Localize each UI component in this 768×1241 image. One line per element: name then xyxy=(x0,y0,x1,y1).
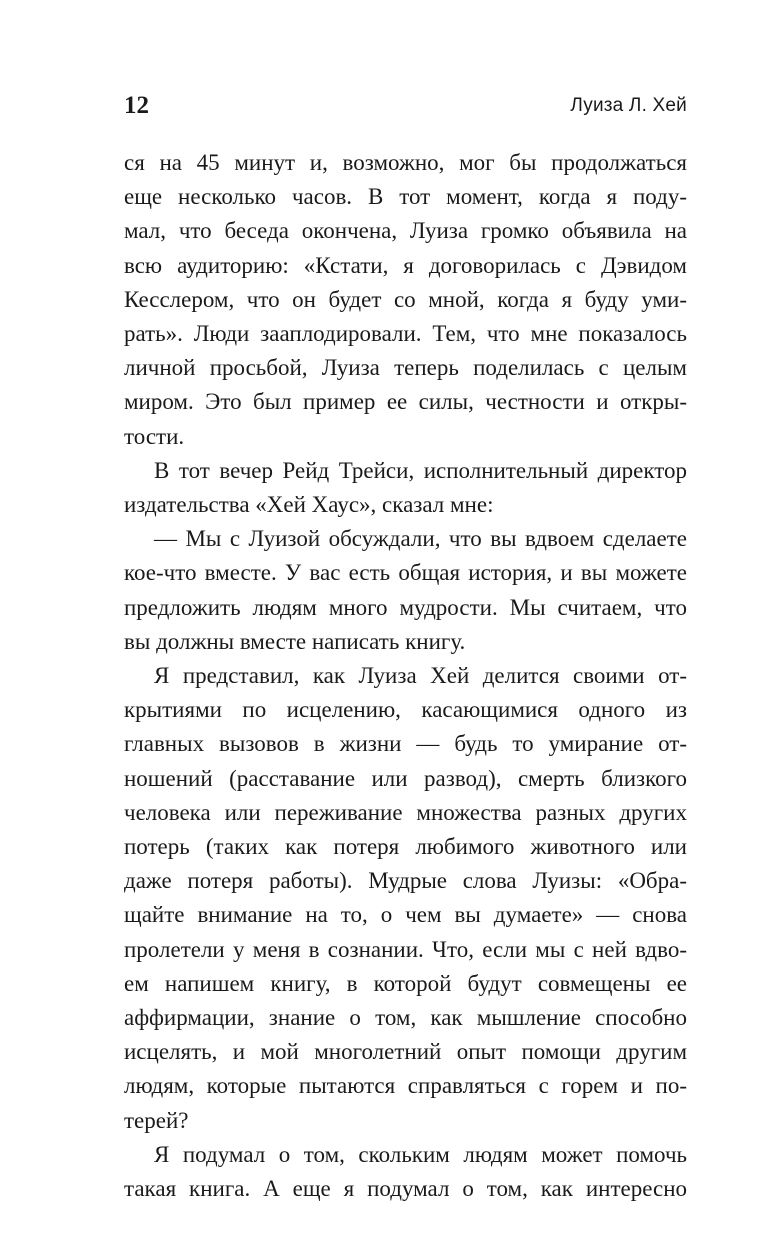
text-line: ся на 45 минут и, возможно, мог бы продолжаться xyxy=(124,150,687,175)
text-line: такая книга. А еще я подумал о том, как интересно xyxy=(124,1176,687,1202)
body-text xyxy=(124,146,687,1206)
text-line: всю аудиторию: «Кстати, я договорилась с Дэвидом xyxy=(124,252,687,278)
text-line: миром. Это был пример ее силы, честности и откры- xyxy=(124,389,687,415)
text-line: терей? xyxy=(124,1107,189,1133)
text-line: В тот вечер Рейд Трейси, исполнительный директор xyxy=(154,457,687,483)
text-line: даже потеря работы). Мудрые слова Луизы: «Обра- xyxy=(124,868,687,894)
text-line: вы должны вместе написать книгу. xyxy=(124,628,466,654)
text-line: мал, что беседа окончена, Луиза громко объявила на xyxy=(124,218,687,244)
text-line: еще несколько часов. В тот момент, когда я поду- xyxy=(124,184,687,210)
text-line: главных вызовов в жизни — будь то умирание от- xyxy=(124,731,687,757)
text-line: Я представил, как Луиза Хей делится своими от- xyxy=(154,663,687,689)
text-line: личной просьбой, Луиза теперь поделилась с целым xyxy=(124,355,687,381)
text-line: исцелять, и мой многолетний опыт помощи другим xyxy=(124,1039,687,1065)
text-line: рать». Люди зааплодировали. Тем, что мне показалось xyxy=(124,321,687,347)
text-line: предложить людям много мудрости. Мы считаем, что xyxy=(124,594,687,620)
text-line: ношений (расставание или развод), смерть близкого xyxy=(124,765,687,791)
text-line: щайте внимание на то, о чем вы думаете» — снова xyxy=(124,902,687,928)
page-header xyxy=(124,88,687,124)
text-line: кое-что вместе. У вас есть общая история, и вы можете xyxy=(124,560,687,586)
text-line: Я подумал о том, скольким людям может помочь xyxy=(154,1141,687,1167)
text-line: тости. xyxy=(124,423,185,449)
page-number: 12 xyxy=(124,92,149,119)
text-line: Кесслером, что он будет со мной, когда я буду уми- xyxy=(124,286,687,312)
running-head: Луиза Л. Хей xyxy=(570,95,687,116)
text-line: крытиями по исцелению, касающимися одного из xyxy=(124,697,687,723)
text-line: потерь (таких как потеря любимого животного или xyxy=(124,834,687,860)
text-line: людям, которые пытаются справляться с горем и по- xyxy=(124,1073,687,1099)
text-line: человека или переживание множества разных других xyxy=(124,799,687,825)
text-line: ем напишем книгу, в которой будут совмещены ее xyxy=(124,970,687,996)
text-line: — Мы с Луизой обсуждали, что вы вдвоем сделаете xyxy=(154,526,687,552)
text-line: пролетели у меня в сознании. Что, если мы с ней вдво- xyxy=(124,936,687,962)
text-line: издательства «Хей Хаус», сказал мне: xyxy=(124,492,494,518)
text-line: аффирмации, знание о том, как мышление способно xyxy=(124,1005,687,1031)
